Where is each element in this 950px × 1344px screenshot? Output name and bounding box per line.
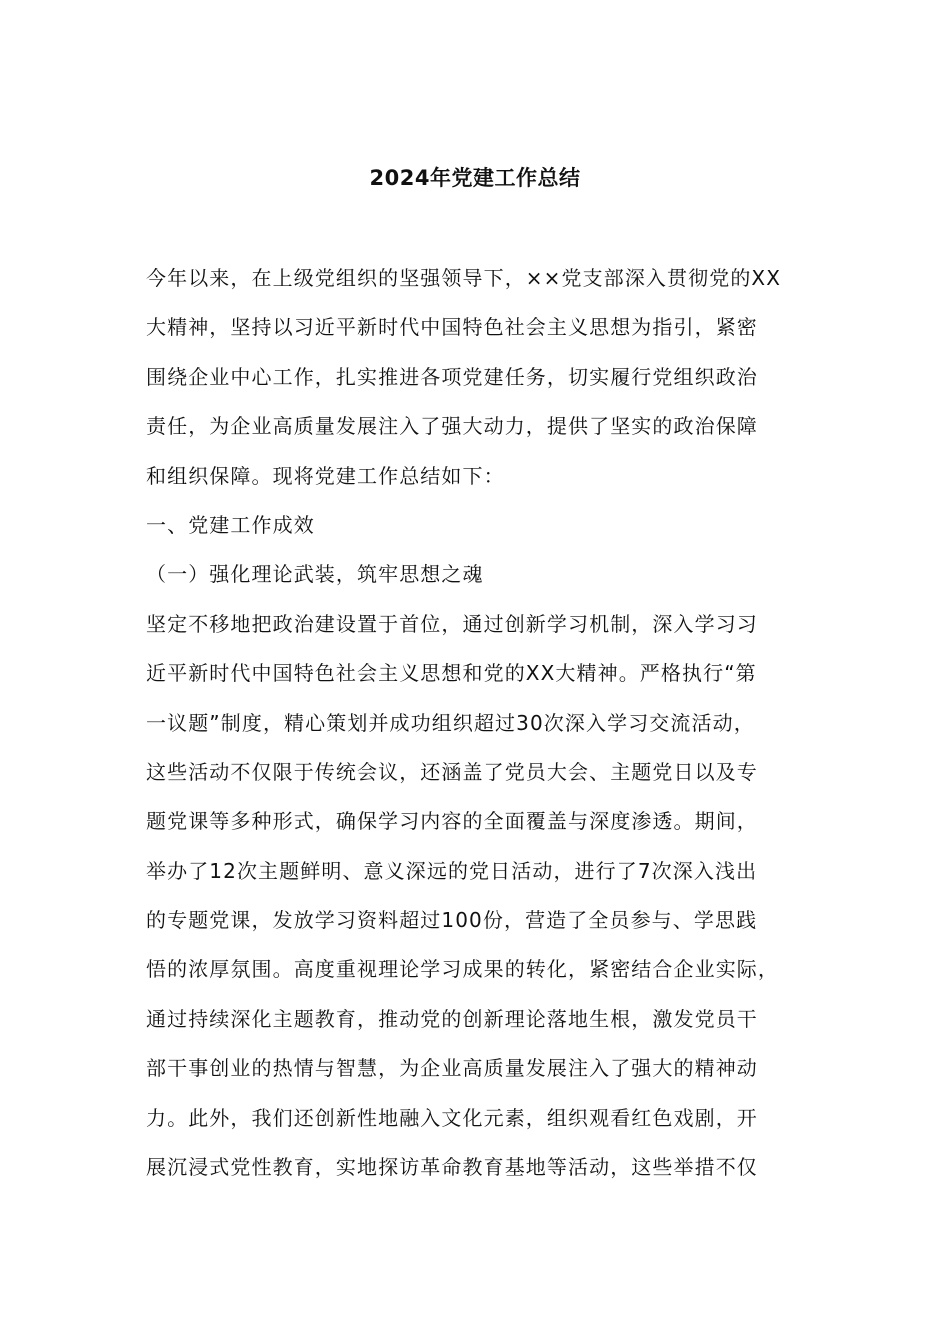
paragraph-line: 部干事创业的热情与智慧，为企业高质量发展注入了强大的精神动 [146, 1056, 758, 1081]
paragraph-line: 大精神，坚持以习近平新时代中国特色社会主义思想为指引，紧密 [146, 315, 758, 340]
paragraph-line: 这些活动不仅限于传统会议，还涵盖了党员大会、主题党日以及专 [146, 759, 758, 784]
paragraph-line: 题党课等多种形式，确保学习内容的全面覆盖与深度渗透。期间， [146, 809, 758, 834]
paragraph-line: 的专题党课，发放学习资料超过100份，营造了全员参与、学思践 [146, 908, 758, 933]
document-title: 2024年党建工作总结 [369, 166, 581, 190]
section-heading: 一、党建工作成效 [146, 512, 315, 537]
paragraph-line: 力。此外，我们还创新性地融入文化元素，组织观看红色戏剧，开 [146, 1105, 758, 1130]
paragraph-line: 和组织保障。现将党建工作总结如下： [146, 463, 505, 488]
paragraph-line: 坚定不移地把政治建设置于首位，通过创新学习机制，深入学习习 [146, 611, 758, 636]
paragraph-line: 一议题”制度，精心策划并成功组织超过30次深入学习交流活动， [146, 710, 755, 735]
paragraph-line: 展沉浸式党性教育，实地探访革命教育基地等活动，这些举措不仅 [146, 1155, 758, 1180]
paragraph-line: 悟的浓厚氛围。高度重视理论学习成果的转化，紧密结合企业实际， [146, 957, 779, 982]
paragraph-line: 今年以来，在上级党组织的坚强领导下，××党支部深入贯彻党的XX [146, 266, 782, 290]
paragraph-line: 围绕企业中心工作，扎实推进各项党建任务，切实履行党组织政治 [146, 364, 758, 389]
paragraph-line: 近平新时代中国特色社会主义思想和党的XX大精神。严格执行“第 [146, 661, 757, 686]
paragraph-line: 通过持续深化主题教育，推动党的创新理论落地生根，激发党员干 [146, 1006, 758, 1031]
paragraph-line: 举办了12次主题鲜明、意义深远的党日活动，进行了7次深入浅出 [146, 858, 758, 883]
document-body [146, 254, 826, 1192]
subsection-heading: （一）强化理论武装，筑牢思想之魂 [146, 562, 484, 587]
paragraph-line: 责任，为企业高质量发展注入了强大动力，提供了坚实的政治保障 [146, 414, 758, 439]
